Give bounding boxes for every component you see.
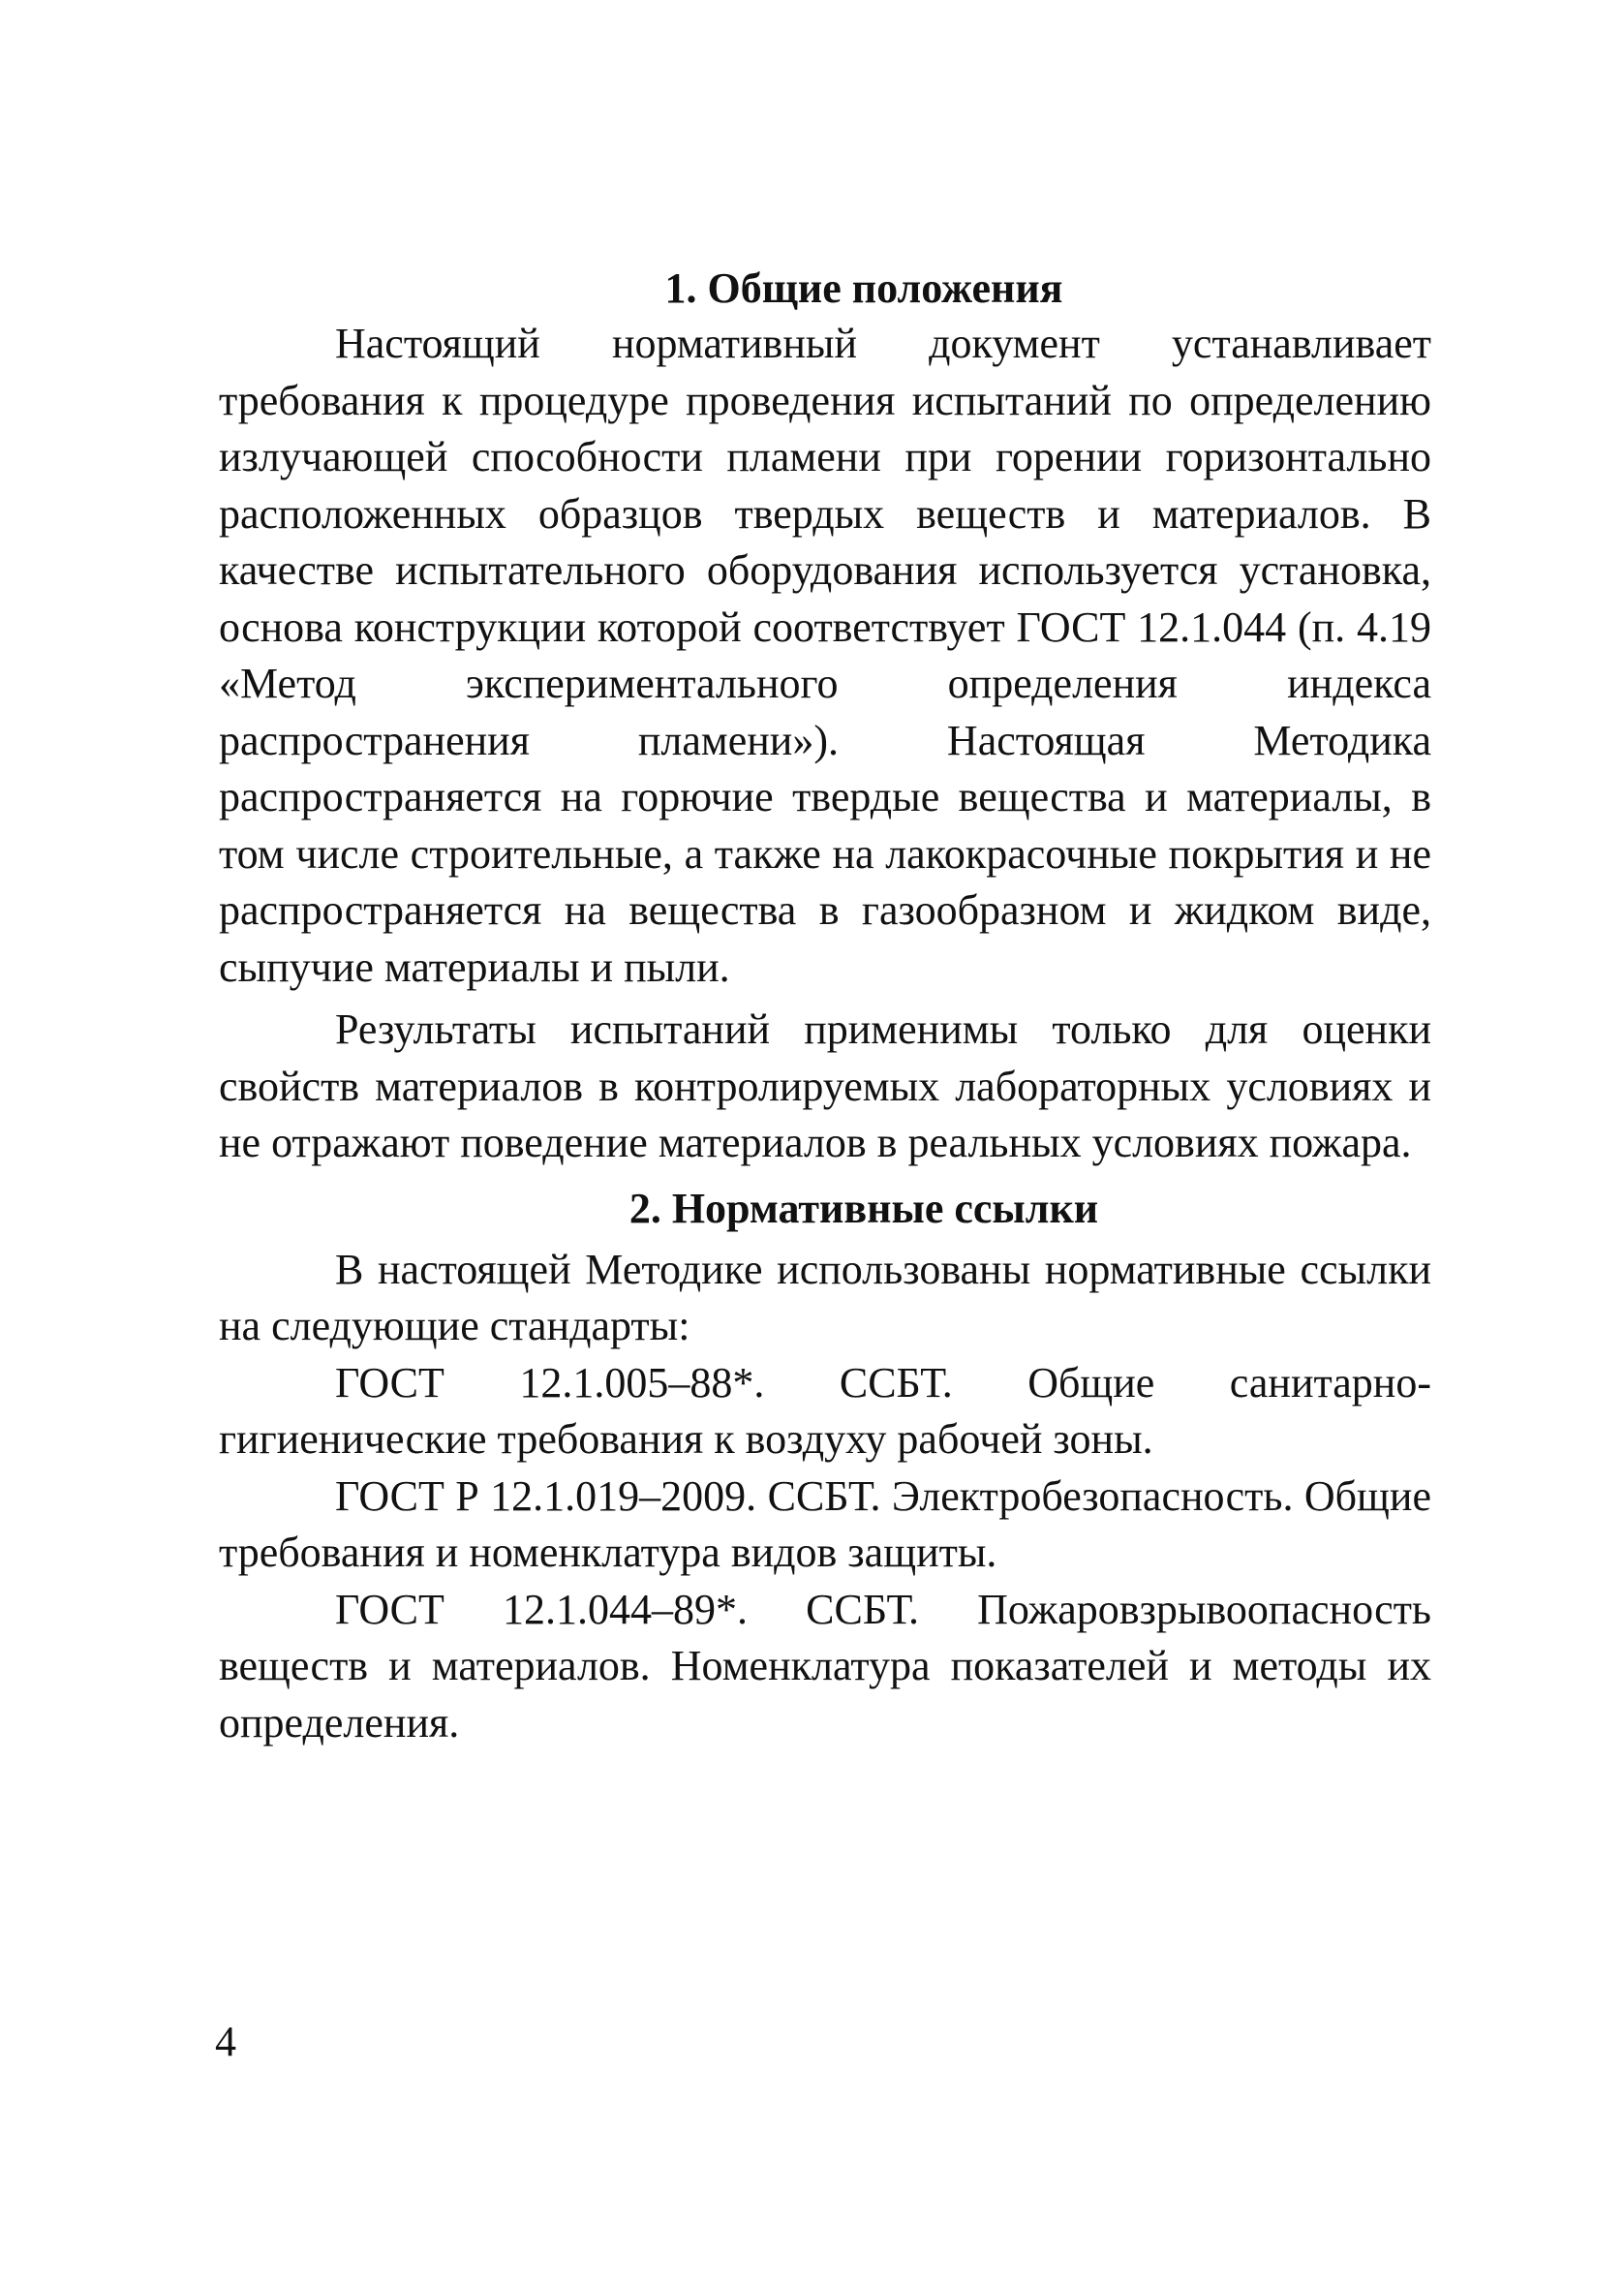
page-number: 4 <box>215 2018 236 2065</box>
paragraph-references-intro: В настоящей Методике использованы нормативные ссылки на следующие стандарты: <box>219 1245 1431 1349</box>
paragraph-results-applicability: Результаты испытаний применимы только для оценки свойств материалов в контролируемых лабораторных условиях и не отражают поведение материалов в реальных условиях пожара. <box>219 1005 1431 1166</box>
document-page <box>219 262 1431 1751</box>
reference-item: ГОСТ 12.1.044–89*. ССБТ. Пожаровзрывоопасность веществ и материалов. Номенклатура показателей и методы их определения. <box>219 1585 1431 1747</box>
reference-item: ГОСТ Р 12.1.019–2009. ССБТ. Электробезопасность. Общие требования и номенклатура видов защиты. <box>219 1471 1431 1576</box>
section-heading-general-provisions: 1. Общие положения <box>664 264 1063 312</box>
section-heading-normative-references: 2. Нормативные ссылки <box>628 1184 1099 1232</box>
reference-item: ГОСТ 12.1.005–88*. ССБТ. Общие санитарно-гигиенические требования к воздуху рабочей зоны. <box>219 1358 1431 1463</box>
paragraph-scope: Настоящий нормативный документ устанавливает требования к процедуре проведения испытаний по определению излучающей способности пламени при горении горизонтально расположенных образцов твердых веществ и материалов. В качестве испытательного оборудования используется установка, основа конструкции которой соответствует ГОСТ 12.1.044 (п. 4.19 «Метод экспериментального определения индекса распространения пламени»). Настоящая Методика распространяется на горючие твердые вещества и материалы, в том числе строительные, а также на лакокрасочные покрытия и не распространяется на вещества в газообразном и жидком виде, сыпучие материалы и пыли. <box>219 320 1431 991</box>
